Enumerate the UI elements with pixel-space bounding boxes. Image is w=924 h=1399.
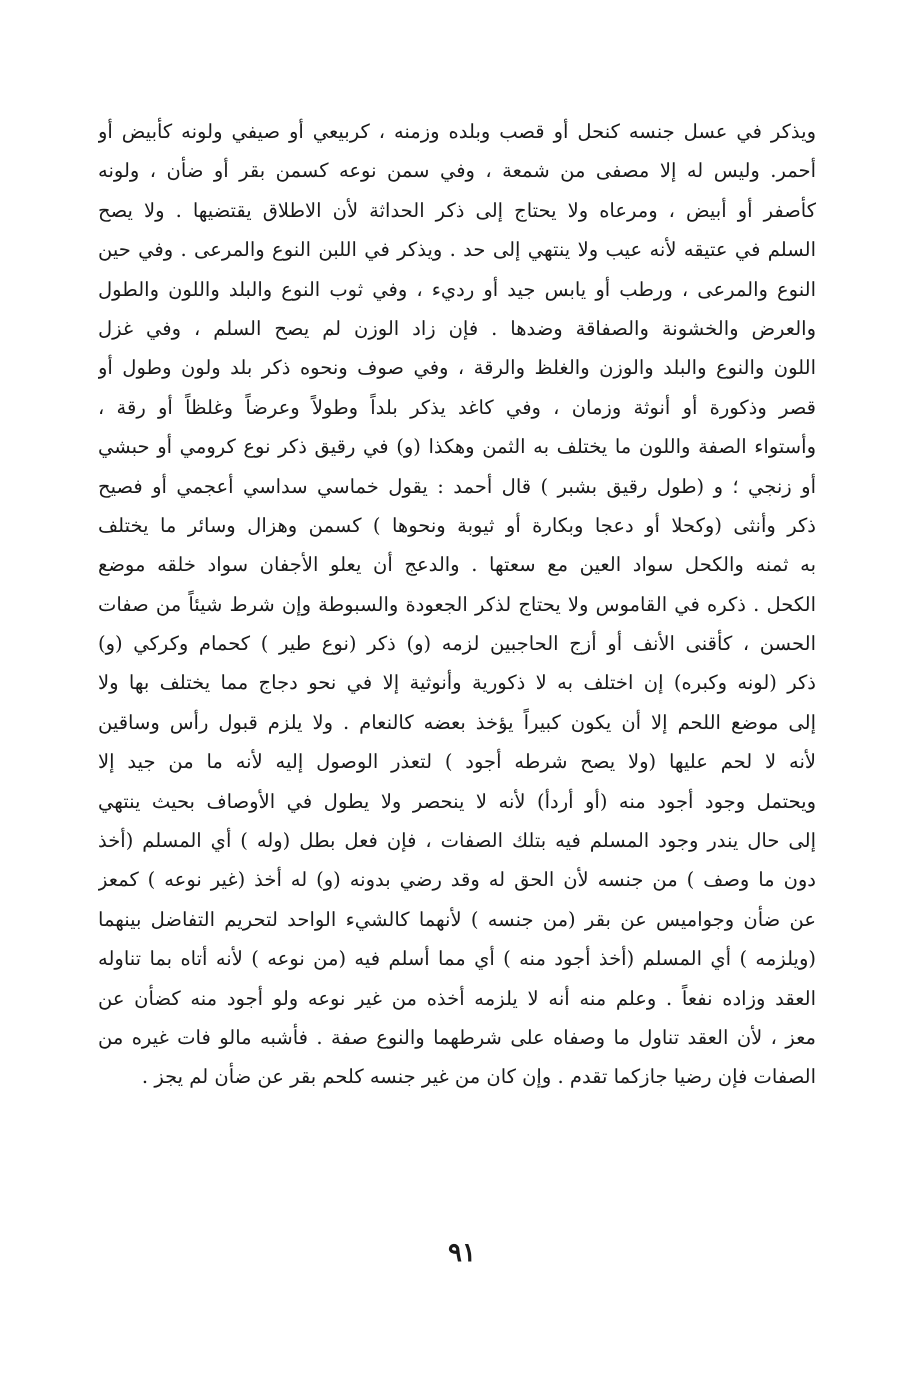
text-line: وأستواء الصفة واللون ما يختلف به الثمن وهكذا (و) في رقيق ذكر نوع كرومي أو حبشي [98, 435, 816, 459]
body-text [98, 112, 816, 1097]
text-line: أحمر. وليس له إلا مصفى من شمعة ، وفي سمن نوعه كسمن بقر أو ضأن ، ولونه [98, 159, 816, 183]
page-number: ٩١ [448, 1238, 476, 1268]
text-line: الكحل . ذكره في القاموس ولا يحتاج لذكر الجعودة والسبوطة وإن شرط شيئاً من صفات [98, 592, 816, 616]
text-line: إلى موضع اللحم إلا أن يكون كبيراً يؤخذ بعضه كالنعام . ولا يلزم قبول رأس وساقين [98, 710, 816, 734]
text-line: ذكر (لونه وكبره) إن اختلف به لا ذكورية وأنوثية إلا في نحو دجاج مما يختلف بها ولا [98, 671, 816, 695]
text-line: ذكر وأنثى (وكحلا أو دعجا وبكارة أو ثيوبة ونحوها ) كسمن وهزال وسائر ما يختلف [98, 513, 816, 537]
text-line: لأنه لا لحم عليها (ولا يصح شرطه أجود ) لتعذر الوصول إليه لأنه ما من جيد إلا [98, 750, 816, 774]
text-line: (ويلزمه ) أي المسلم (أخذ أجود منه ) أي مما أسلم فيه (من نوعه ) لأنه أتاه بما تناوله [98, 947, 816, 971]
text-line: عن ضأن وجواميس عن بقر (من جنسه ) لأنهما كالشيء الواحد لتحريم التفاضل بينهما [98, 907, 816, 931]
text-line: دون ما وصف ) من جنسه لأن الحق له وقد رضي بدونه (و) له أخذ (غير نوعه ) كمعز [98, 868, 816, 892]
text-line: معز ، لأن العقد تناول ما وصفاه على شرطهما والنوع صفة . فأشبه مالو فات غيره من [98, 1025, 816, 1049]
text-line: النوع والمرعى ، ورطب أو يابس جيد أو رديء ، وفي ثوب النوع والبلد واللون والطول [98, 277, 816, 301]
text-line: قصر وذكورة أو أنوثة وزمان ، وفي كاغد يذكر بلداً وطولاً وعرضاً وغلظاً أو رقة ، [98, 395, 816, 419]
text-line: الحسن ، كأقنى الأنف أو أزج الحاجبين لزمه (و) ذكر (نوع طير ) كحمام وكركي (و) [98, 632, 816, 656]
text-line: ويحتمل وجود أجود منه (أو أردأ) لأنه لا ينحصر ولا يطول في الأوصاف بحيث ينتهي [98, 789, 816, 813]
text-line: الصفات فإن رضيا جازكما تقدم . وإن كان من غير جنسه كلحم بقر عن ضأن لم يجز . [141, 1065, 816, 1089]
text-line: السلم في عتيقه لأنه عيب ولا ينتهي إلى حد . ويذكر في اللبن النوع والمرعى . وفي حين [98, 238, 816, 262]
text-line: اللون والنوع والبلد والوزن والغلظ والرقة ، وفي صوف ونحوه ذكر بلد ولون وطول أو [98, 356, 816, 380]
text-line: أو زنجي ؛ و (طول رقيق بشبر ) قال أحمد : يقول خماسي سداسي أعجمي أو فصيح [98, 474, 816, 498]
text-line: به ثمنه والكحل سواد العين مع سعتها . والدعج أن يعلو الأجفان سواد خلقه موضع [98, 553, 816, 577]
text-line: ويذكر في عسل جنسه كنحل أو قصب وبلده وزمنه ، كربيعي أو صيفي ولونه كأبيض أو [98, 120, 816, 143]
text-line: والعرض والخشونة والصفاقة وضدها . فإن زاد الوزن لم يصح السلم ، وفي غزل [98, 316, 816, 340]
text-line: العقد وزاده نفعاً . وعلم منه أنه لا يلزمه أخذه من غير نوعه ولو أجود منه كضأن عن [98, 986, 816, 1010]
text-line: كأصفر أو أبيض ، ومرعاه ولا يحتاج إلى ذكر الحداثة لأن الاطلاق يقتضيها . ولا يصح [98, 198, 816, 222]
text-line: إلى حال يندر وجود المسلم فيه بتلك الصفات ، فإن فعل بطل (وله ) أي المسلم (أخذ [98, 829, 816, 853]
